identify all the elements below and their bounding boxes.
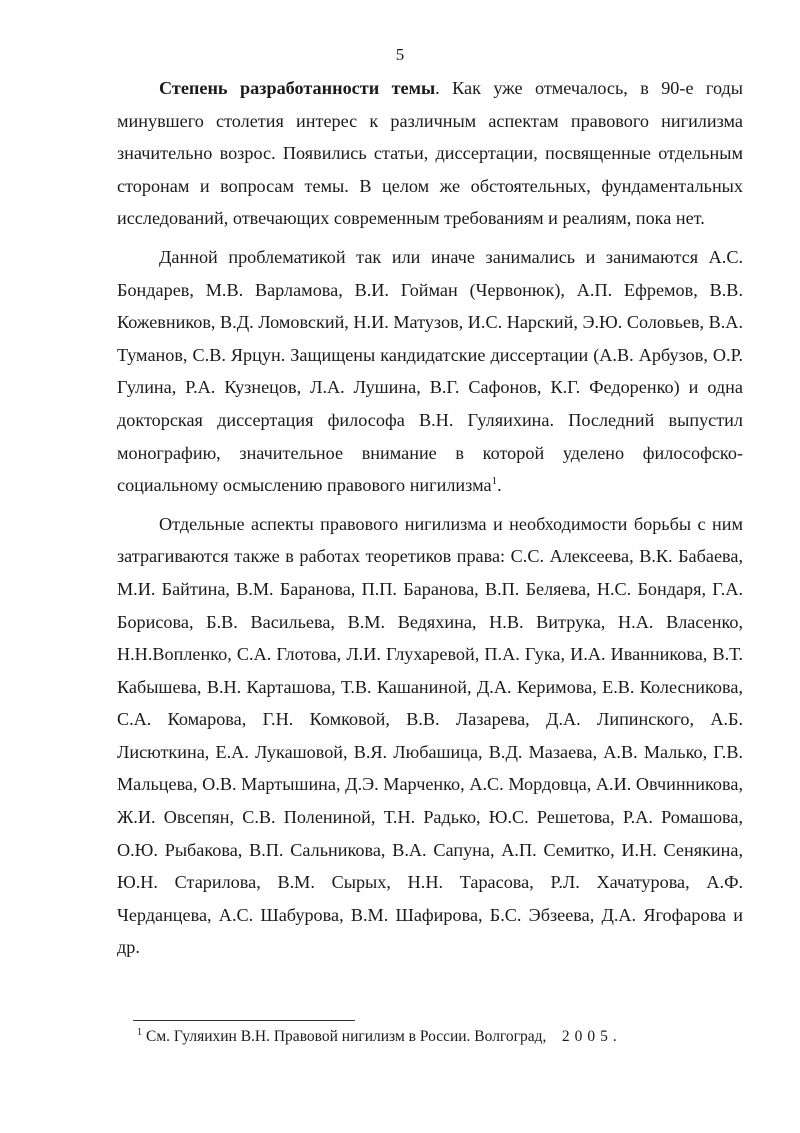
footnote-separator <box>133 1020 355 1021</box>
footnote <box>133 1027 753 1047</box>
paragraph-tail: . <box>497 475 502 496</box>
footnote-text: См. Гуляихин В.Н. Правовой нигилизм в России. Волгоград, <box>146 1028 547 1045</box>
paragraph-lead-bold: Степень разработанности темы <box>159 78 436 98</box>
paragraph-researchers <box>117 241 743 502</box>
footnote-tail: . <box>612 1028 617 1045</box>
paragraph-text: Данной проблематикой так или иначе занимались и занимаются А.С. Бондарев, М.В. Варламова, В.И. Гойман (Червонюк), А.П. Ефремов, В.В. Кожевников, В.Д. Ломовский, Н.И. Матузов, И.С. Нарский, Э.Ю. Соловьев, В.А. Туманов, С.В. Ярцун. Защищены кандидатские диссертации (А.В. Арбузов, О.Р. Гулина, Р.А. Кузнецов, Л.А. Лушина, В.Г. Сафонов, К.Г. Федоренко) и одна докторская диссертация философа В.Н. Гуляихина. Последний выпустил монографию, значительное внимание в которой уделено философско-социальному осмыслению правового нигилизма <box>117 246 743 496</box>
footnote-mark: 1 <box>137 1026 142 1038</box>
body-text <box>117 72 743 964</box>
paragraph-theorists <box>117 508 743 964</box>
paragraph-text: . Как уже отмечалось, в 90-е годы минувшего столетия интерес к различным аспектам правового нигилизма значительно возрос. Появились статьи, диссертации, посвященные отдельным сторонам и вопросам темы. В целом же обстоятельных, фундаментальных исследований, отвечающих современным требованиям и реалиям, пока нет. <box>117 78 743 229</box>
paragraph-degree-of-development <box>117 72 743 235</box>
footnote-reference[interactable]: 1 <box>491 475 498 488</box>
paragraph-text: Отдельные аспекты правового нигилизма и необходимости борьбы с ним затрагиваются также в работах теоретиков права: С.С. Алексеева, В.К. Бабаева, М.И. Байтина, В.М. Баранова, П.П. Баранова, В.П. Беляева, Н.С. Бондаря, Г.А. Борисова, Б.В. Васильева, В.М. Ведяхина, Н.В. Витрука, Н.А. Власенко, Н.Н.Вопленко, С.А. Глотова, Л.И. Глухаревой, П.А. Гука, И.А. Иванникова, В.Т. Кабышева, В.Н. Карташова, Т.В. Кашаниной, Д.А. Керимова, Е.В. Колесникова, С.А. Комарова, Г.Н. Комковой, В.В. Лазарева, Д.А. Липинского, А.Б. Лисюткина, Е.А. Лукашовой, В.Я. Любашица, В.Д. Мазаева, А.В. Малько, Г.В. Мальцева, О.В. Мартышина, Д.Э. Марченко, А.С. Мордовца, А.И. Овчинникова, Ж.И. Овсепян, С.В. Полениной, Т.Н. Радько, Ю.С. Решетова, Р.А. Ромашова, О.Ю. Рыбакова, В.П. Сальникова, В.А. Сапуна, А.П. Семитко, И.Н. Сенякина, Ю.Н. Старилова, В.М. Сырых, Н.Н. Тарасова, Р.Л. Хачатурова, А.Ф. Черданцева, А.С. Шабурова, В.М. Шафирова, Б.С. Эбзеева, Д.А. Ягофарова и др. <box>117 513 743 958</box>
footnote-year: 2005 <box>561 1028 613 1045</box>
page-number: 5 <box>395 45 405 64</box>
